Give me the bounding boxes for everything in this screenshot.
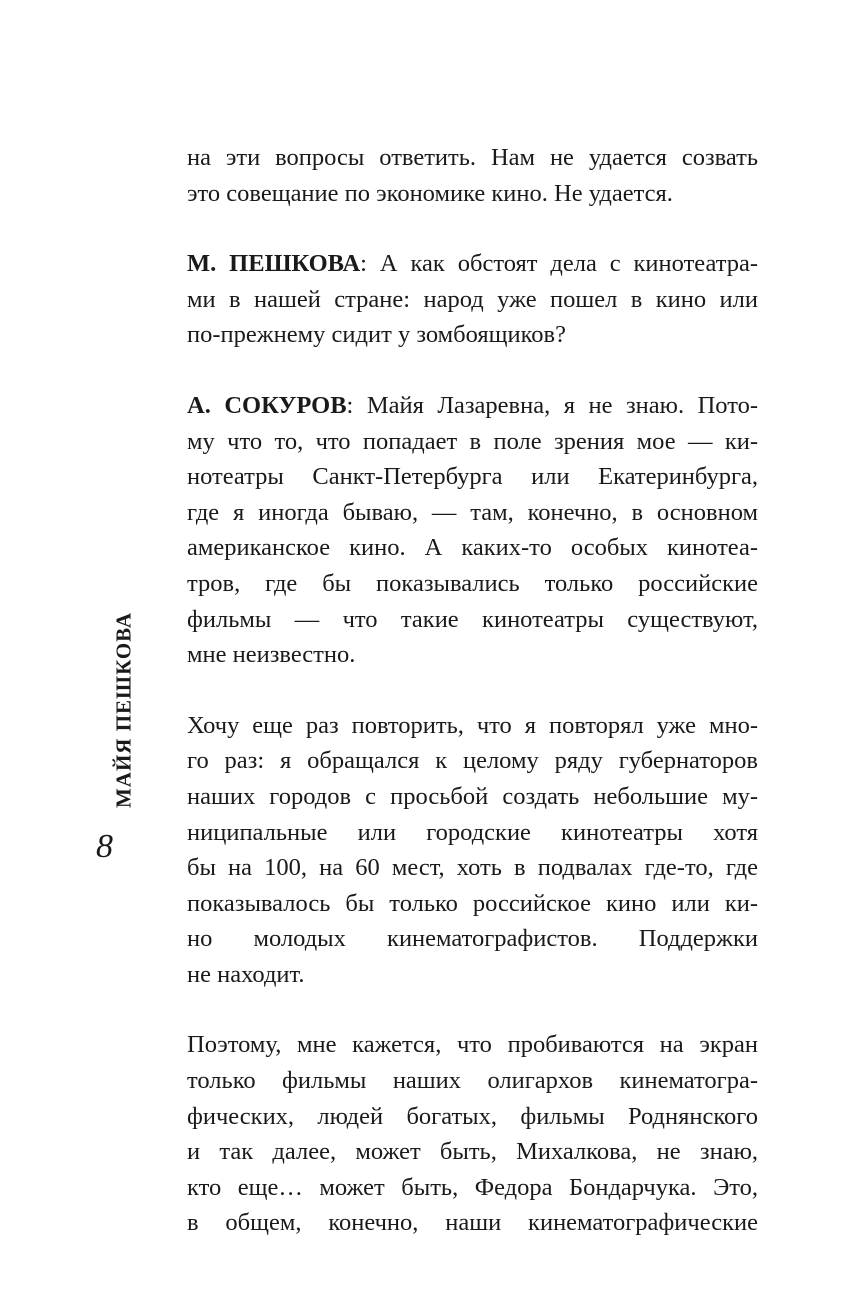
line-text: и так далее, может быть, Михалкова, не знаю, <box>187 1138 758 1166</box>
text-line <box>187 957 758 993</box>
line-text: на эти вопросы ответить. Нам не удается созвать <box>187 144 758 171</box>
line-text: где я иногда бываю, — там, конечно, в основном <box>187 498 758 526</box>
line-text: нотеатры Санкт-Петербурга или Екатеринбурга, <box>187 463 758 491</box>
line-text: показывалось бы только российское кино или ки- <box>187 889 758 917</box>
text-line <box>187 282 758 318</box>
text-line <box>187 708 758 744</box>
line-text: но молодых кинематографистов. Поддержки <box>187 925 758 953</box>
line-text: му что то, что попадает в поле зрения мое — ки- <box>187 427 758 455</box>
page-number: 8 <box>96 828 113 865</box>
line-text: только фильмы наших олигархов кинематогра- <box>187 1067 758 1095</box>
line-text: по-прежнему сидит у зомбоящиков? <box>187 321 566 349</box>
line-text: наших городов с просьбой создать небольшие му- <box>187 782 758 810</box>
text-line <box>187 815 758 851</box>
line-text: фильмы — что такие кинотеатры существуют, <box>187 605 758 633</box>
text-line <box>187 637 758 673</box>
text-line <box>187 1134 758 1170</box>
line-text: в общем, конечно, наши кинематографические <box>187 1209 758 1237</box>
paragraph <box>187 1027 758 1241</box>
paragraph <box>187 388 758 673</box>
line-text: кто еще… может быть, Федора Бондарчука. Это, <box>187 1173 758 1201</box>
text-line <box>187 1170 758 1206</box>
speaker-name: А. СОКУРОВ <box>187 391 347 419</box>
text-line <box>187 424 758 460</box>
line-text: Хочу еще раз повторить, что я повторял уже мно- <box>187 711 758 739</box>
line-text: американское кино. А каких-то особых кинотеа- <box>187 534 758 562</box>
line-text: фических, людей богатых, фильмы Роднянского <box>187 1102 758 1130</box>
text-line <box>187 530 758 566</box>
text-line <box>187 779 758 815</box>
text-line <box>187 1063 758 1099</box>
text-line <box>187 566 758 602</box>
text-line <box>187 388 758 424</box>
line-text: го раз: я обращался к целому ряду губернаторов <box>187 747 758 775</box>
paragraph <box>187 708 758 993</box>
text-line <box>187 317 758 353</box>
text-line <box>187 495 758 531</box>
running-head: МАЙЯ ПЕШКОВА <box>111 611 136 809</box>
text-line <box>187 246 758 282</box>
line-text: Поэтому, мне кажется, что пробиваются на экран <box>187 1031 758 1059</box>
line-text: ми в нашей стране: народ уже пошел в кино или <box>187 285 758 313</box>
line-text: мне неизвестно. <box>187 641 356 669</box>
line-text: это совещание по экономике кино. Не удается. <box>187 179 673 207</box>
line-text: бы на 100, на 60 мест, хоть в подвалах где-то, где <box>187 854 758 882</box>
body-text <box>187 140 758 1276</box>
text-line <box>187 886 758 922</box>
text-line <box>187 1027 758 1063</box>
text-line <box>187 140 758 176</box>
line-text: : Майя Лазаревна, я не знаю. Пото- <box>346 391 758 419</box>
text-line <box>187 1205 758 1241</box>
speaker-name: М. ПЕШКОВА <box>187 250 361 278</box>
line-text: не находит. <box>187 960 305 988</box>
paragraph <box>187 246 758 353</box>
text-line <box>187 743 758 779</box>
text-line <box>187 1099 758 1135</box>
line-text: тров, где бы показывались только российские <box>187 569 758 597</box>
paragraph <box>187 140 758 211</box>
text-line <box>187 602 758 638</box>
text-line <box>187 176 758 212</box>
text-line <box>187 850 758 886</box>
line-text: : А как обстоят дела с кинотеатра- <box>360 250 758 278</box>
line-text: ниципальные или городские кинотеатры хотя <box>187 818 758 846</box>
text-line <box>187 459 758 495</box>
text-line <box>187 921 758 957</box>
